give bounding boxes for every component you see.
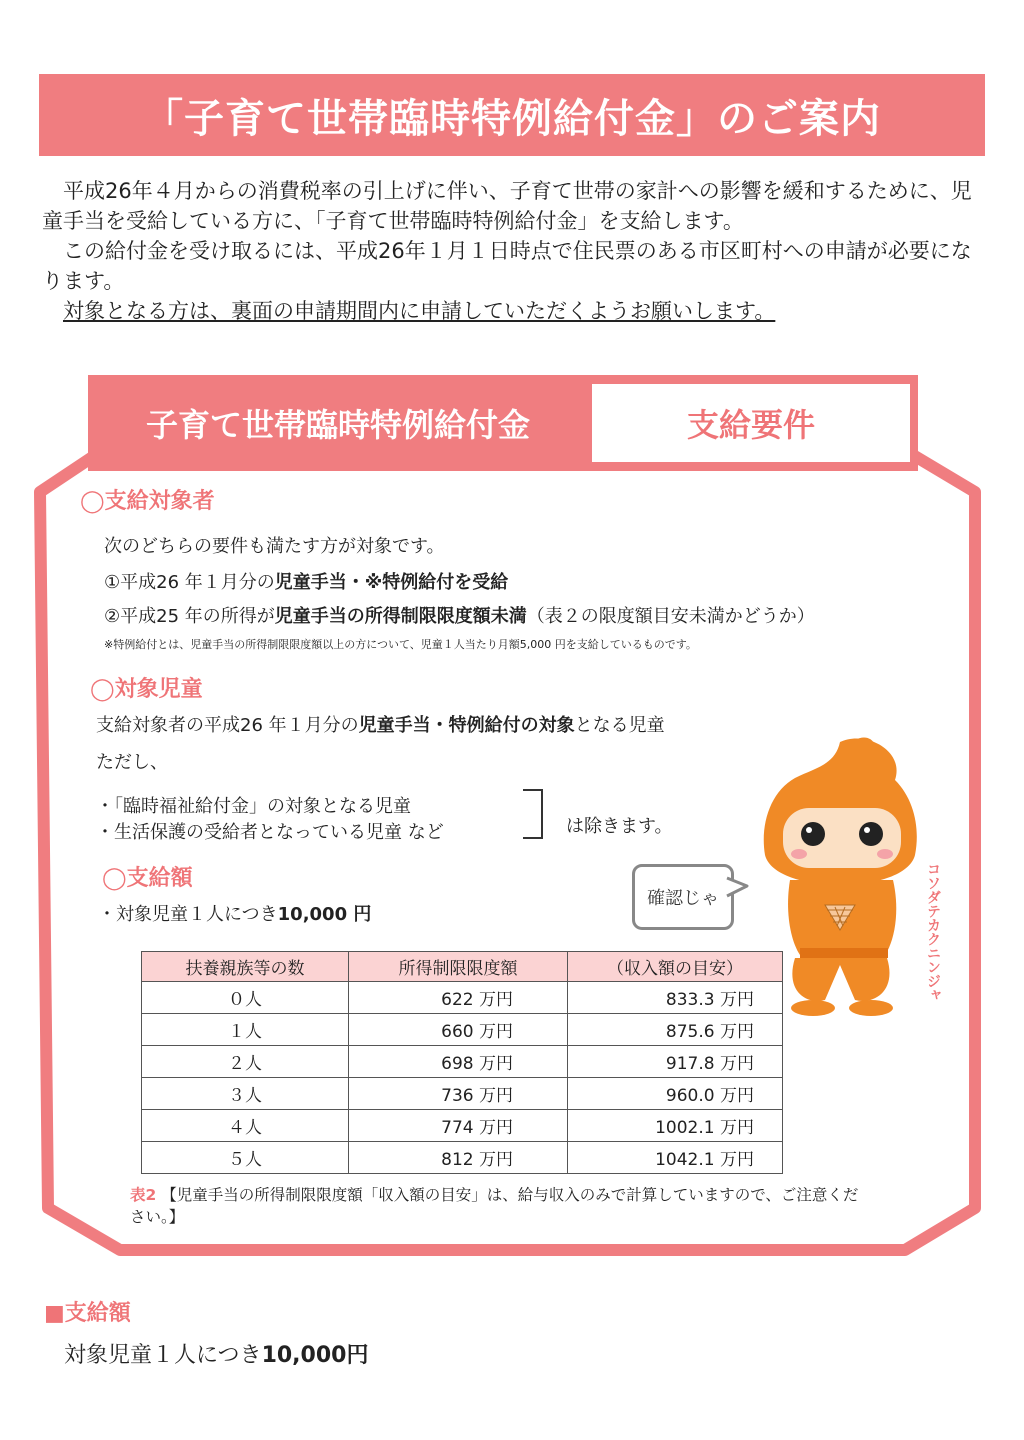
- line3-bold: 児童手当の所得制限限度額未満: [274, 606, 527, 627]
- table-cell: 774 万円: [349, 1110, 568, 1142]
- table-cell: ４人: [142, 1110, 349, 1142]
- intro-paragraph-1: 平成26年４月からの消費税率の引上げに伴い、子育て世帯の家計への影響を緩和するために、児童手当を受給している方に、「子育て世帯臨時特例給付金」を支給します。: [42, 179, 972, 233]
- header-grant-name: 子育て世帯臨時特例給付金: [88, 375, 588, 471]
- special-benefit-note: ※特例給付とは、児童手当の所得制限限度額以上の方について、児童１人当たり月額5,000 円を支給しているものです。: [104, 638, 697, 651]
- line2-bold: 児童手当・※特例給付を受給: [274, 572, 509, 593]
- exclusion-bullet-2: ・生活保護の受給者となっている児童 など: [96, 822, 444, 843]
- exclusion-suffix: は除きます。: [566, 816, 673, 837]
- speech-bubble-tail-icon: [725, 876, 751, 900]
- line2-pre: ①平成26 年１月分の: [104, 572, 275, 593]
- bottom-text-pre: 対象児童１人につき: [64, 1343, 262, 1368]
- mascot-name: コソダテカクニンジャ: [925, 862, 941, 1002]
- intro-underlined: 対象となる方は、裏面の申請期間内に申請していただくようお願いします。: [63, 299, 776, 323]
- section-amount-line: [98, 900, 371, 926]
- section-children-however: ただし、: [96, 752, 168, 773]
- bottom-text-bold: 10,000円: [261, 1343, 369, 1368]
- section-eligible-line1: 次のどちらの要件も満たす方が対象です。: [104, 536, 445, 557]
- bottom-amount-text: [64, 1338, 368, 1369]
- table-cell: 960.0 万円: [568, 1078, 783, 1110]
- table-cell: 622 万円: [349, 982, 568, 1014]
- section-children-heading: ◯対象児童: [90, 677, 203, 702]
- header-requirements-tab: [588, 375, 918, 471]
- bracket-icon: [520, 788, 550, 842]
- table-caption-text: 【児童手当の所得制限限度額「収入額の目安」は、給与収入のみで計算していますので、ご注意ください。】: [130, 1186, 859, 1226]
- children-line1-pre: 支給対象者の平成26 年１月分の: [96, 715, 359, 736]
- table-header-limit: 所得制限限度額: [349, 952, 568, 982]
- section-children-line1: [96, 711, 665, 737]
- table-row: [142, 1142, 783, 1174]
- table-cell: 698 万円: [349, 1046, 568, 1078]
- table-cell: 660 万円: [349, 1014, 568, 1046]
- income-limit-table: [141, 951, 783, 1174]
- table-row: [142, 1014, 783, 1046]
- section-amount-heading: ◯支給額: [102, 866, 193, 891]
- table-caption: [130, 1184, 870, 1228]
- exclusion-bullet-1: ・「臨時福祉給付金」の対象となる児童: [96, 796, 411, 817]
- table-cell: ５人: [142, 1142, 349, 1174]
- amount-line-bold: 10,000 円: [277, 904, 372, 925]
- table-cell: 875.6 万円: [568, 1014, 783, 1046]
- table-header-income: （収入額の目安）: [568, 952, 783, 982]
- table-row: [142, 1078, 783, 1110]
- table-row: [142, 1110, 783, 1142]
- children-line1-bold: 児童手当・特例給付の対象: [358, 715, 575, 736]
- table-cell: ２人: [142, 1046, 349, 1078]
- amount-line-pre: ・対象児童１人につき: [98, 904, 278, 925]
- section-eligible-line3: [104, 602, 815, 628]
- table-header-dependents: 扶養親族等の数: [142, 952, 349, 982]
- table-row: [142, 982, 783, 1014]
- table-header-row: [142, 952, 783, 982]
- table-cell: ３人: [142, 1078, 349, 1110]
- table-cell: ０人: [142, 982, 349, 1014]
- section-eligible-line2: [104, 568, 508, 594]
- intro-paragraph-2: この給付金を受け取るには、平成26年１月１日時点で住民票のある市区町村への申請が必要になります。: [42, 239, 972, 293]
- table-cell: 736 万円: [349, 1078, 568, 1110]
- section-eligible-heading: ◯支給対象者: [80, 489, 215, 514]
- bottom-amount-heading: ■支給額: [44, 1301, 131, 1326]
- table-cell: 833.3 万円: [568, 982, 783, 1014]
- line3-post: （表２の限度額目安未満かどうか）: [526, 606, 815, 627]
- ninja-mascot-icon: [755, 730, 925, 1020]
- page-title: 「子育て世帯臨時特例給付金」のご案内: [39, 74, 985, 156]
- table-cell: １人: [142, 1014, 349, 1046]
- children-line1-post: となる児童: [574, 715, 665, 736]
- speech-bubble: [632, 864, 734, 930]
- table-cell: 1042.1 万円: [568, 1142, 783, 1174]
- header-requirements-label: 支給要件: [592, 384, 910, 462]
- table-row: [142, 1046, 783, 1078]
- table-cell: 1002.1 万円: [568, 1110, 783, 1142]
- speech-bubble-text: 確認じゃ: [647, 888, 719, 909]
- table-caption-label: 表2: [130, 1186, 157, 1204]
- line3-pre: ②平成25 年の所得が: [104, 606, 275, 627]
- table-cell: 812 万円: [349, 1142, 568, 1174]
- table-cell: 917.8 万円: [568, 1046, 783, 1078]
